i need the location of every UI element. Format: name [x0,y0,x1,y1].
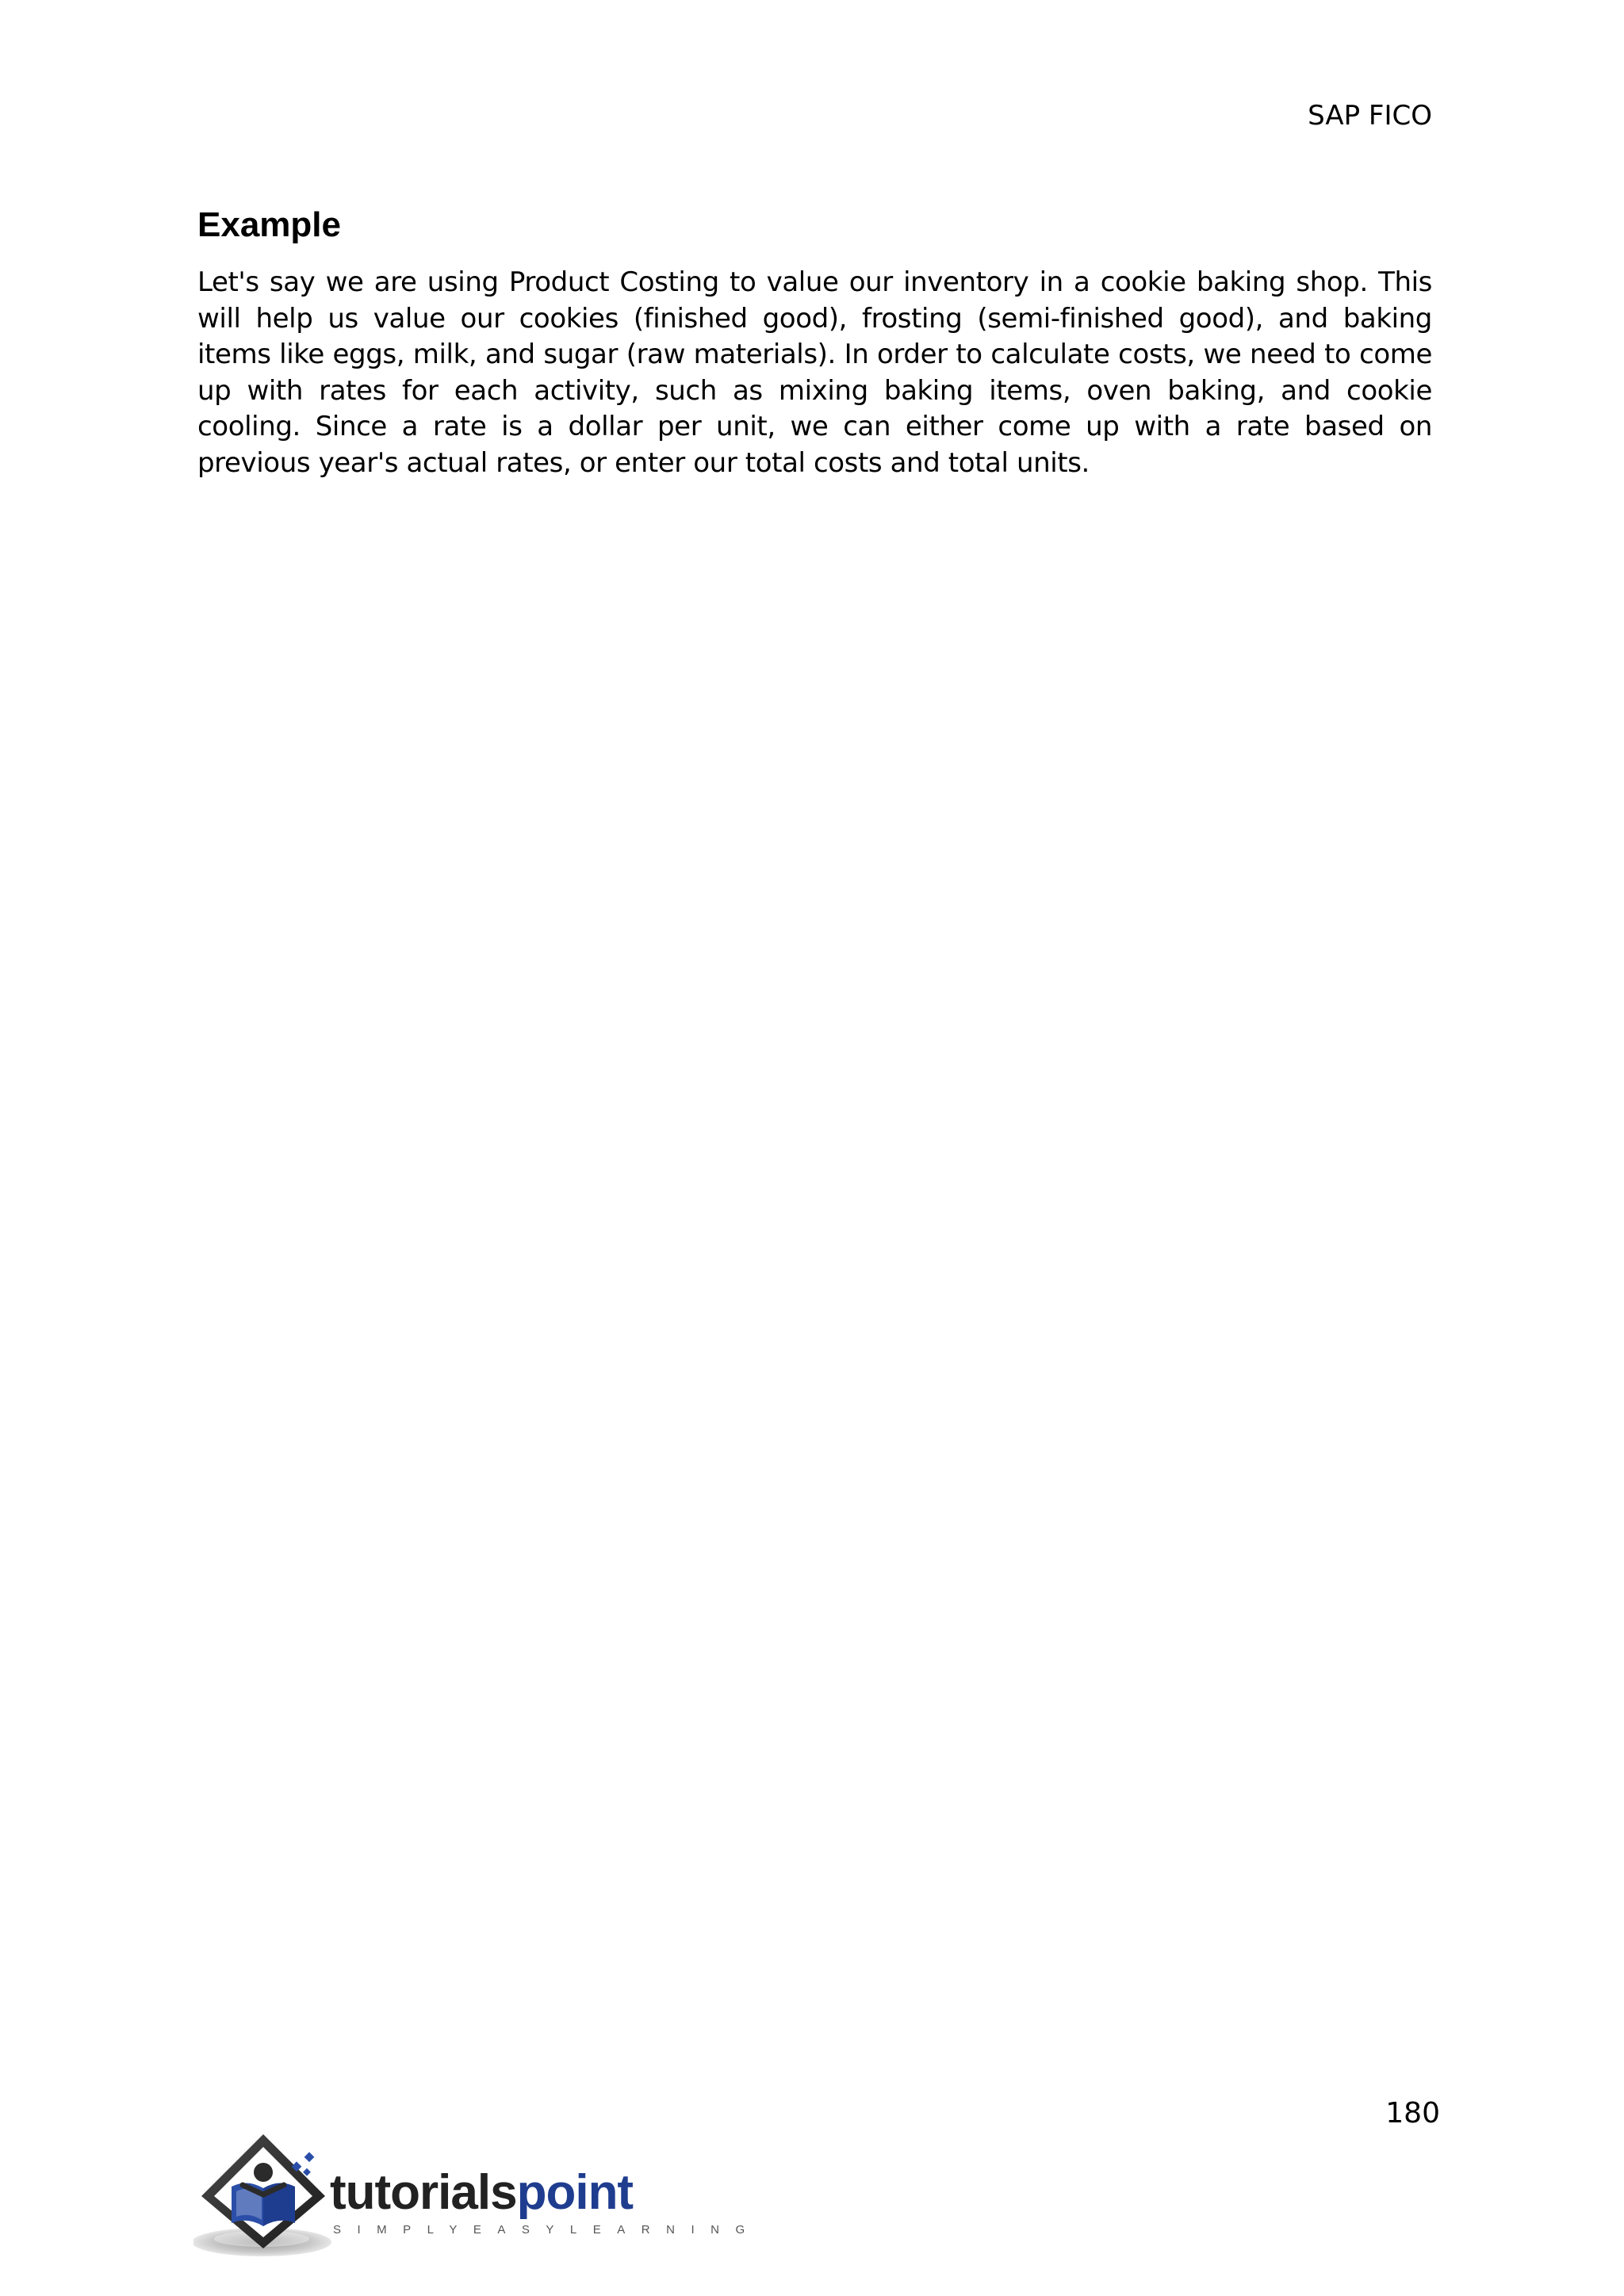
running-header-title: SAP FICO [1308,100,1432,132]
page-number: 180 [1385,2097,1440,2130]
logo-word-tutorials: tutorials [330,2165,517,2220]
logo-wordmark [330,2165,634,2220]
body-paragraph: Let's say we are using Product Costing to value our inventory in a cookie baking shop. This will help us value our cookies (finished good), frosting (semi-finished good), and baking items like eggs, milk, and sugar (raw materials). In order to calculate costs, we need to come up with rates for each activity, such as mixing baking items, oven baking, and cookie cooling. Since a rate is a dollar per unit, we can either come up with a rate based on previous year's actual rates, or enter our total costs and total units. [197,266,1432,479]
logo-tagline: SIMPLYEASYLEARNING [333,2223,761,2237]
logo-word-point: point [516,2165,634,2220]
footer-logo [193,2130,761,2263]
section-heading: Example [197,205,341,244]
page-content [197,203,1432,481]
